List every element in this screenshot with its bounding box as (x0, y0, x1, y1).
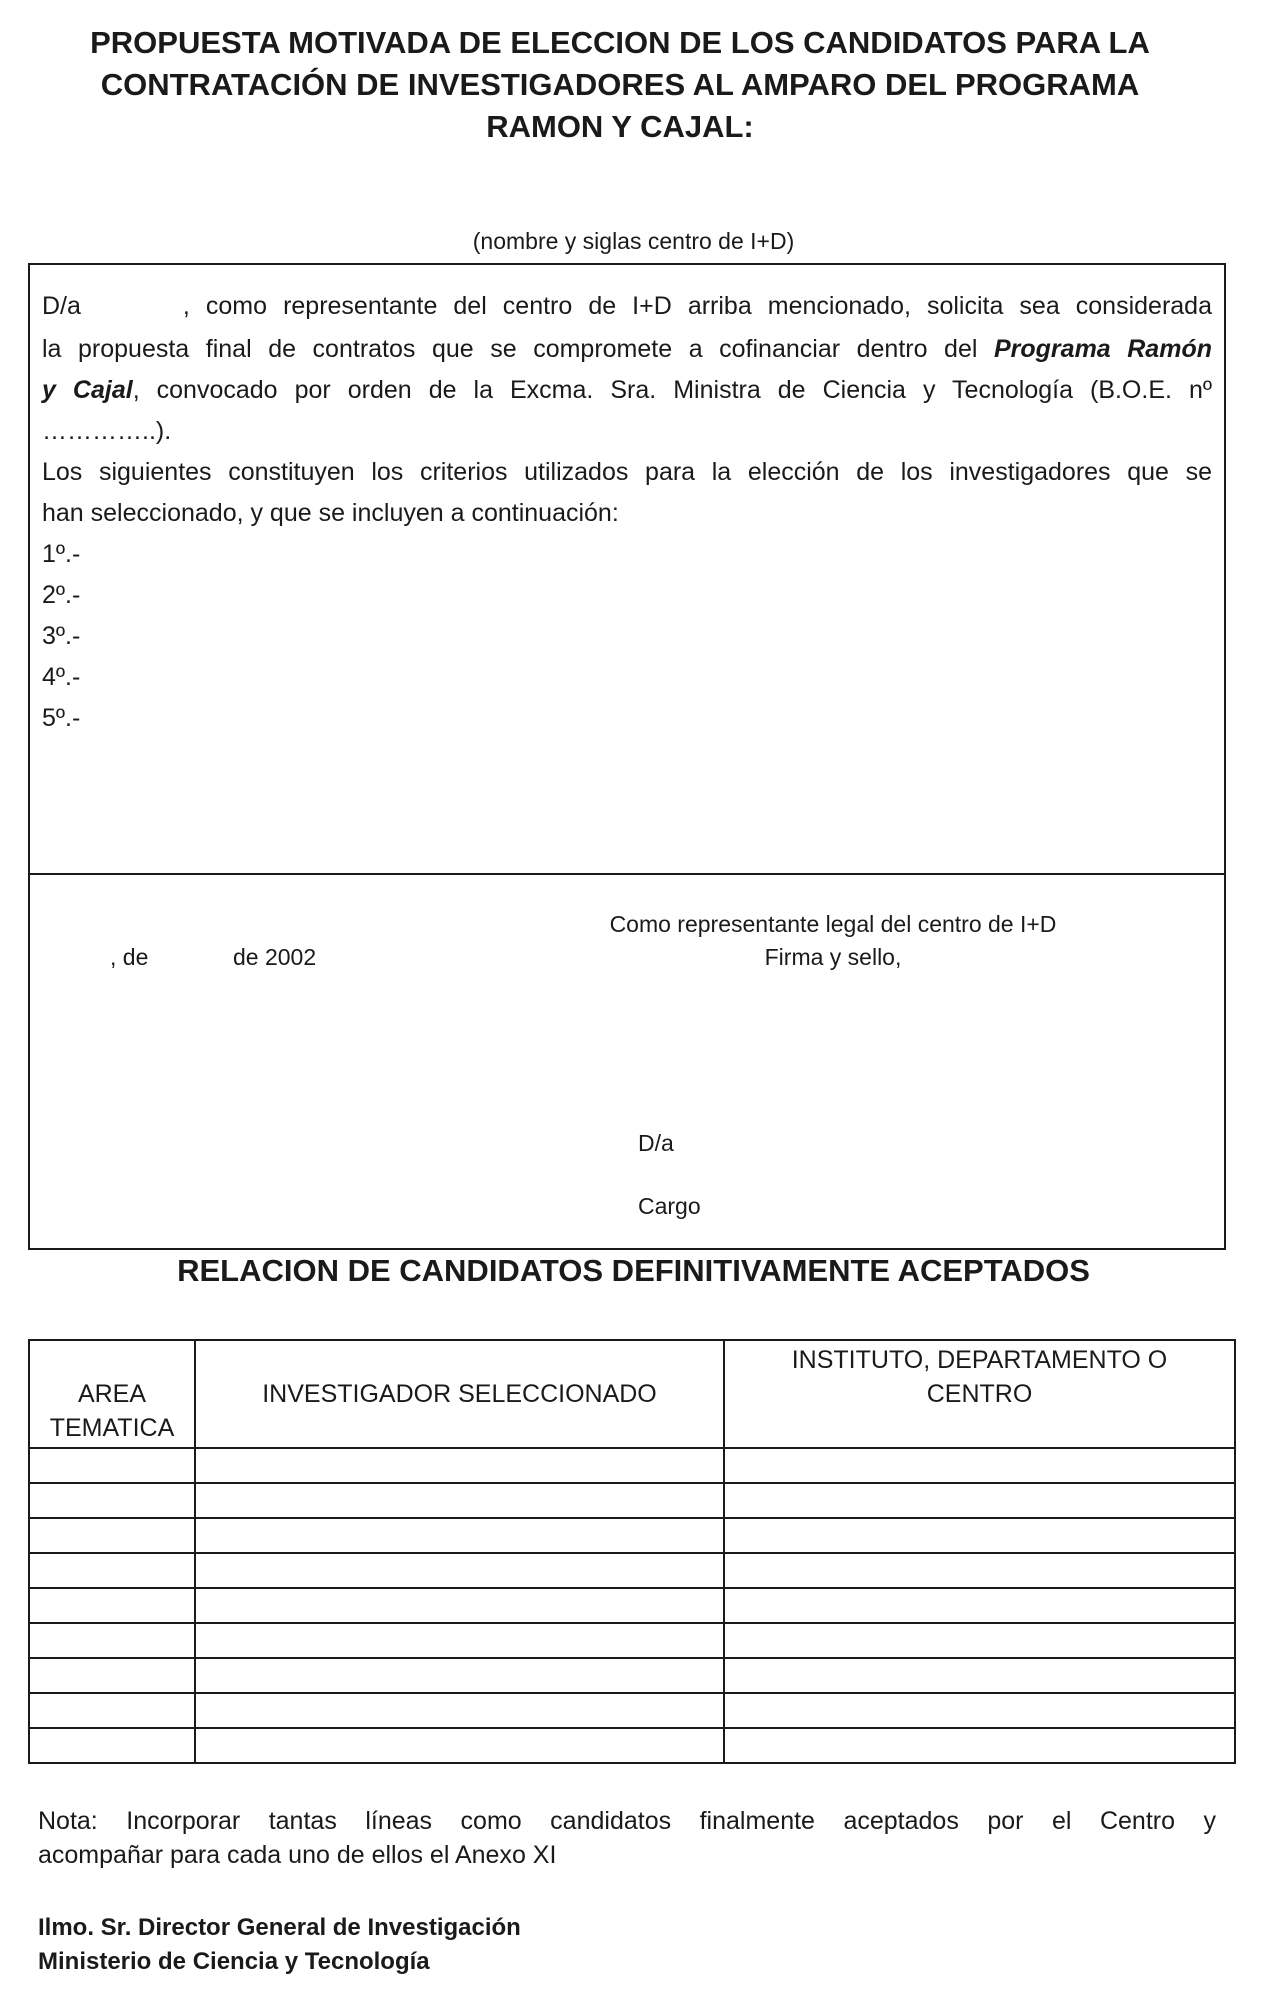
criterion-1: 1º.- (42, 540, 81, 568)
table-row (29, 1553, 1235, 1588)
table-cell[interactable] (29, 1518, 195, 1553)
table-cell[interactable] (195, 1553, 724, 1588)
document-title (40, 22, 1200, 148)
program-name-part-2: y Cajal (42, 376, 133, 404)
header-area-line-2: TEMATICA (49, 1414, 175, 1442)
table-cell[interactable] (195, 1623, 724, 1658)
addressee (38, 1911, 521, 1979)
legal-representative-label: Como representante legal del centro de I+D (609, 911, 1057, 937)
declaration-line-3 (42, 375, 1212, 405)
table-cell[interactable] (195, 1483, 724, 1518)
note-line-2: acompañar para cada uno de ellos el Anexo XI (38, 1841, 557, 1869)
table-row (29, 1448, 1235, 1483)
header-instituto (724, 1340, 1235, 1448)
declaration-box (28, 263, 1226, 875)
declaration-line-1-rest: , como representante del centro de I+D arriba mencionado, solicita sea considerada (182, 292, 1212, 320)
declaration-line-3-rest: , convocado por orden de la Excma. Sra. Ministra de Ciencia y Tecnología (B.O.E. nº (132, 376, 1212, 404)
signature-seal-label: Firma y sello, (764, 944, 902, 970)
title-line-2: CONTRATACIÓN DE INVESTIGADORES AL AMPARO DEL PROGRAMA (100, 67, 1140, 102)
da-label: D/a (42, 292, 81, 320)
table-cell[interactable] (724, 1483, 1235, 1518)
table-cell[interactable] (724, 1728, 1235, 1763)
header-investigador: INVESTIGADOR SELECCIONADO (195, 1340, 724, 1448)
table-cell[interactable] (29, 1623, 195, 1658)
cargo-label: Cargo (638, 1193, 701, 1219)
table-cell[interactable] (724, 1623, 1235, 1658)
criterion-5: 5º.- (42, 704, 81, 732)
header-instituto-line-1: INSTITUTO, DEPARTAMENTO O (791, 1346, 1168, 1374)
table-row (29, 1623, 1235, 1658)
header-area-line-1: AREA (77, 1380, 147, 1408)
header-instituto-line-2: CENTRO (926, 1380, 1033, 1408)
table-cell[interactable] (724, 1518, 1235, 1553)
table-row (29, 1658, 1235, 1693)
table-cell[interactable] (29, 1728, 195, 1763)
table-cell[interactable] (195, 1588, 724, 1623)
signature-box (28, 873, 1226, 1250)
table-cell[interactable] (724, 1658, 1235, 1693)
criteria-intro-line-1: Los siguientes constituyen los criterios utilizados para la elección de los investigadores que se (42, 458, 1212, 486)
table-cell[interactable] (29, 1553, 195, 1588)
table-cell[interactable] (195, 1448, 724, 1483)
title-line-3: RAMON Y CAJAL: (486, 109, 754, 144)
table-cell[interactable] (29, 1693, 195, 1728)
addressee-line-2: Ministerio de Ciencia y Tecnología (38, 1948, 430, 1975)
declaration-line-1 (42, 291, 1212, 321)
program-name-part-1: Programa Ramón (993, 335, 1212, 363)
table-cell[interactable] (195, 1728, 724, 1763)
declaration-line-2-text: la propuesta final de contratos que se compromete a cofinanciar dentro del (42, 335, 978, 363)
table-row (29, 1693, 1235, 1728)
table-cell[interactable] (195, 1658, 724, 1693)
criterion-4: 4º.- (42, 663, 81, 691)
table-row (29, 1483, 1235, 1518)
candidates-table (28, 1339, 1236, 1764)
table-cell[interactable] (29, 1448, 195, 1483)
table-cell[interactable] (724, 1448, 1235, 1483)
note-line-1: Nota: Incorporar tantas líneas como candidatos finalmente aceptados por el Centro y (38, 1807, 1216, 1835)
criteria-intro-line-2: han seleccionado, y que se incluyen a continuación: (42, 499, 619, 527)
table-cell[interactable] (724, 1588, 1235, 1623)
header-area-tematica (29, 1340, 195, 1448)
table-row (29, 1518, 1235, 1553)
boe-number-line: …………..). (42, 417, 172, 445)
declaration-line-2 (42, 334, 1212, 364)
signatory-da-label: D/a (638, 1130, 674, 1156)
candidates-table-body (29, 1448, 1235, 1763)
candidates-table-header (29, 1340, 1235, 1448)
center-name-caption: (nombre y siglas centro de I+D) (472, 228, 795, 254)
table-cell[interactable] (724, 1693, 1235, 1728)
criterion-3: 3º.- (42, 622, 81, 650)
title-line-1: PROPUESTA MOTIVADA DE ELECCION DE LOS CANDIDATOS PARA LA (90, 25, 1150, 60)
table-cell[interactable] (724, 1553, 1235, 1588)
candidates-heading: RELACION DE CANDIDATOS DEFINITIVAMENTE ACEPTADOS (177, 1253, 1090, 1288)
table-cell[interactable] (195, 1518, 724, 1553)
table-cell[interactable] (29, 1658, 195, 1693)
table-row (29, 1588, 1235, 1623)
table-cell[interactable] (29, 1588, 195, 1623)
note (38, 1804, 1216, 1872)
table-cell[interactable] (195, 1693, 724, 1728)
table-cell[interactable] (29, 1483, 195, 1518)
date-year: de 2002 (233, 944, 317, 970)
table-row (29, 1728, 1235, 1763)
place-date-de: , de (110, 944, 149, 970)
addressee-line-1: Ilmo. Sr. Director General de Investigación (38, 1914, 521, 1941)
criterion-2: 2º.- (42, 581, 81, 609)
